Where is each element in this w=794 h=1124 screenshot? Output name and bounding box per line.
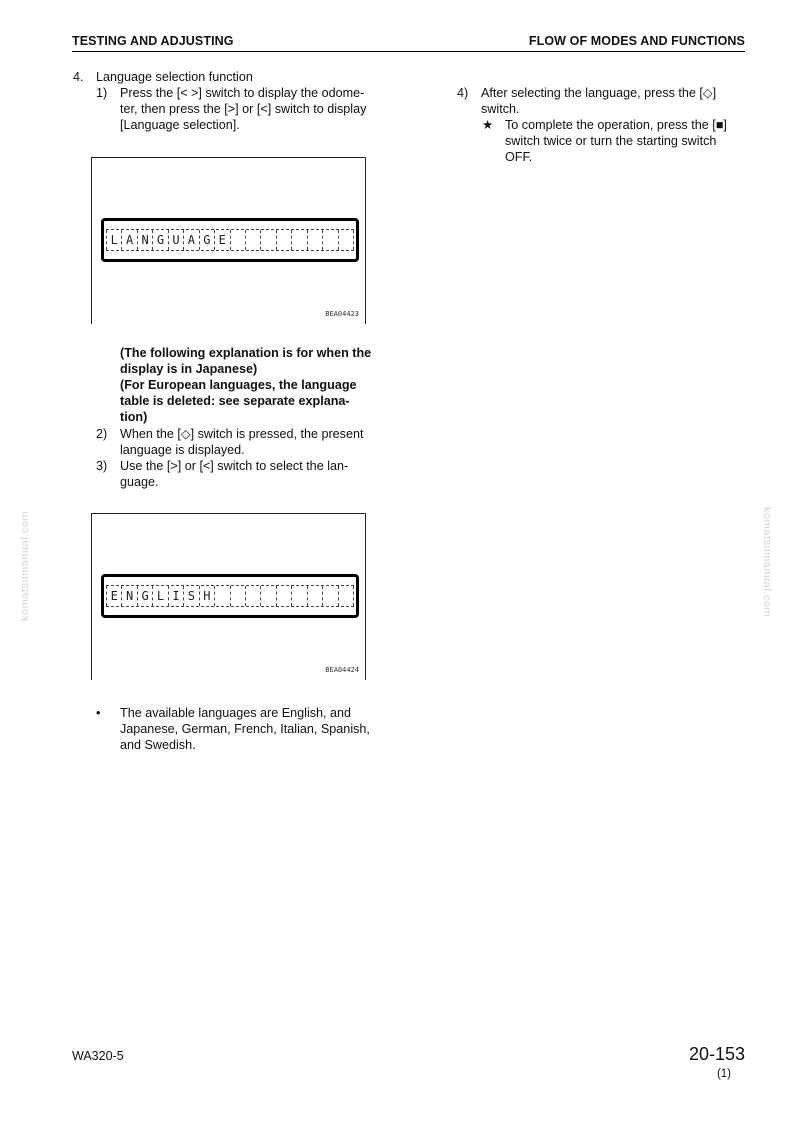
lcd-cell — [245, 230, 260, 250]
step-4-text — [481, 85, 716, 117]
figure-english-display — [91, 513, 366, 680]
step-2-line: language is displayed. — [120, 443, 245, 457]
step-1-line: Press the [< >] switch to display the odome- — [120, 86, 365, 100]
lcd-cell: N — [121, 586, 136, 606]
lcd-cell — [291, 230, 306, 250]
bullet-mark: • — [96, 706, 101, 720]
step-4-line: After selecting the language, press the [◇] — [481, 86, 717, 100]
section-number: 4. — [73, 70, 84, 84]
step-1-number: 1) — [96, 86, 108, 100]
lcd-cell: G — [137, 586, 152, 606]
step-3-number: 3) — [96, 459, 108, 473]
footer-page-number: 20-153 — [688, 1044, 745, 1064]
bullet-text — [120, 705, 370, 753]
star-note-line: switch twice or turn the starting switch — [505, 134, 717, 148]
lcd-cell — [260, 230, 275, 250]
lcd-cell — [260, 586, 275, 606]
lcd-cell: N — [137, 230, 152, 250]
note-line: table is deleted: see separate explana- — [120, 394, 350, 408]
note-line: display is in Japanese) — [120, 362, 258, 376]
step-4-line: switch. — [481, 102, 520, 116]
lcd-cell: S — [183, 586, 198, 606]
lcd-cell — [322, 586, 337, 606]
lcd-cell — [307, 230, 322, 250]
step-3-line: guage. — [120, 475, 159, 489]
bullet-line: The available languages are English, and — [120, 706, 352, 720]
step-3-text — [120, 458, 348, 490]
note-line: tion) — [120, 410, 148, 424]
lcd-cell: G — [152, 230, 167, 250]
lcd-cell — [230, 230, 245, 250]
section-title: Language selection function — [96, 70, 253, 84]
lcd-cell — [291, 586, 306, 606]
star-note-text — [505, 117, 727, 165]
figure-code: BEA04424 — [325, 666, 359, 674]
lcd-cell — [338, 230, 354, 250]
step-2-text — [120, 426, 363, 458]
header-left: TESTING AND ADJUSTING — [72, 34, 234, 48]
lcd-cell: L — [152, 586, 167, 606]
star-icon: ★ — [482, 118, 494, 132]
lcd-cell: L — [106, 230, 121, 250]
lcd-cell — [230, 586, 245, 606]
step-1-text — [120, 85, 366, 133]
lcd-cell — [322, 230, 337, 250]
step-2-line: When the [◇] switch is pressed, the present — [120, 427, 364, 441]
lcd-cell: E — [106, 586, 121, 606]
note-line: (The following explanation is for when the — [120, 346, 372, 360]
lcd-cell: E — [214, 230, 229, 250]
watermark-right: komatsumanual.com — [761, 507, 773, 617]
bullet-line: Japanese, German, French, Italian, Spanish, — [120, 722, 370, 736]
lcd-cell: I — [168, 586, 183, 606]
step-2-number: 2) — [96, 427, 108, 441]
lcd-cell — [276, 586, 291, 606]
lcd-cells — [106, 229, 354, 251]
lcd-cell: G — [199, 230, 214, 250]
lcd-cell: A — [121, 230, 136, 250]
note-line: (For European languages, the language — [120, 378, 357, 392]
footer-revision: (1) — [716, 1068, 731, 1080]
step-1-line: [Language selection]. — [120, 118, 240, 132]
figure-language-display — [91, 157, 366, 324]
lcd-cell: H — [199, 586, 214, 606]
lcd-cell — [338, 586, 354, 606]
star-note-line: To complete the operation, press the [■] — [505, 118, 727, 132]
star-note-line: OFF. — [505, 150, 533, 164]
footer-model: WA320-5 — [72, 1049, 124, 1063]
bullet-line: and Swedish. — [120, 738, 196, 752]
step-1-line: ter, then press the [>] or [<] switch to display — [120, 102, 367, 116]
watermark-left: komatsumanual.com — [19, 511, 31, 621]
note-block — [120, 345, 371, 425]
header-rule — [72, 51, 745, 52]
lcd-cell — [214, 586, 229, 606]
figure-code: BEA04423 — [325, 310, 359, 318]
header-right: FLOW OF MODES AND FUNCTIONS — [528, 34, 745, 48]
step-4-number: 4) — [457, 86, 469, 100]
lcd-cell — [276, 230, 291, 250]
lcd-panel — [101, 218, 359, 262]
lcd-cell: U — [168, 230, 183, 250]
lcd-cell: A — [183, 230, 198, 250]
lcd-cells — [106, 585, 354, 607]
lcd-cell — [245, 586, 260, 606]
lcd-cell — [307, 586, 322, 606]
step-3-line: Use the [>] or [<] switch to select the lan- — [120, 459, 349, 473]
lcd-panel — [101, 574, 359, 618]
